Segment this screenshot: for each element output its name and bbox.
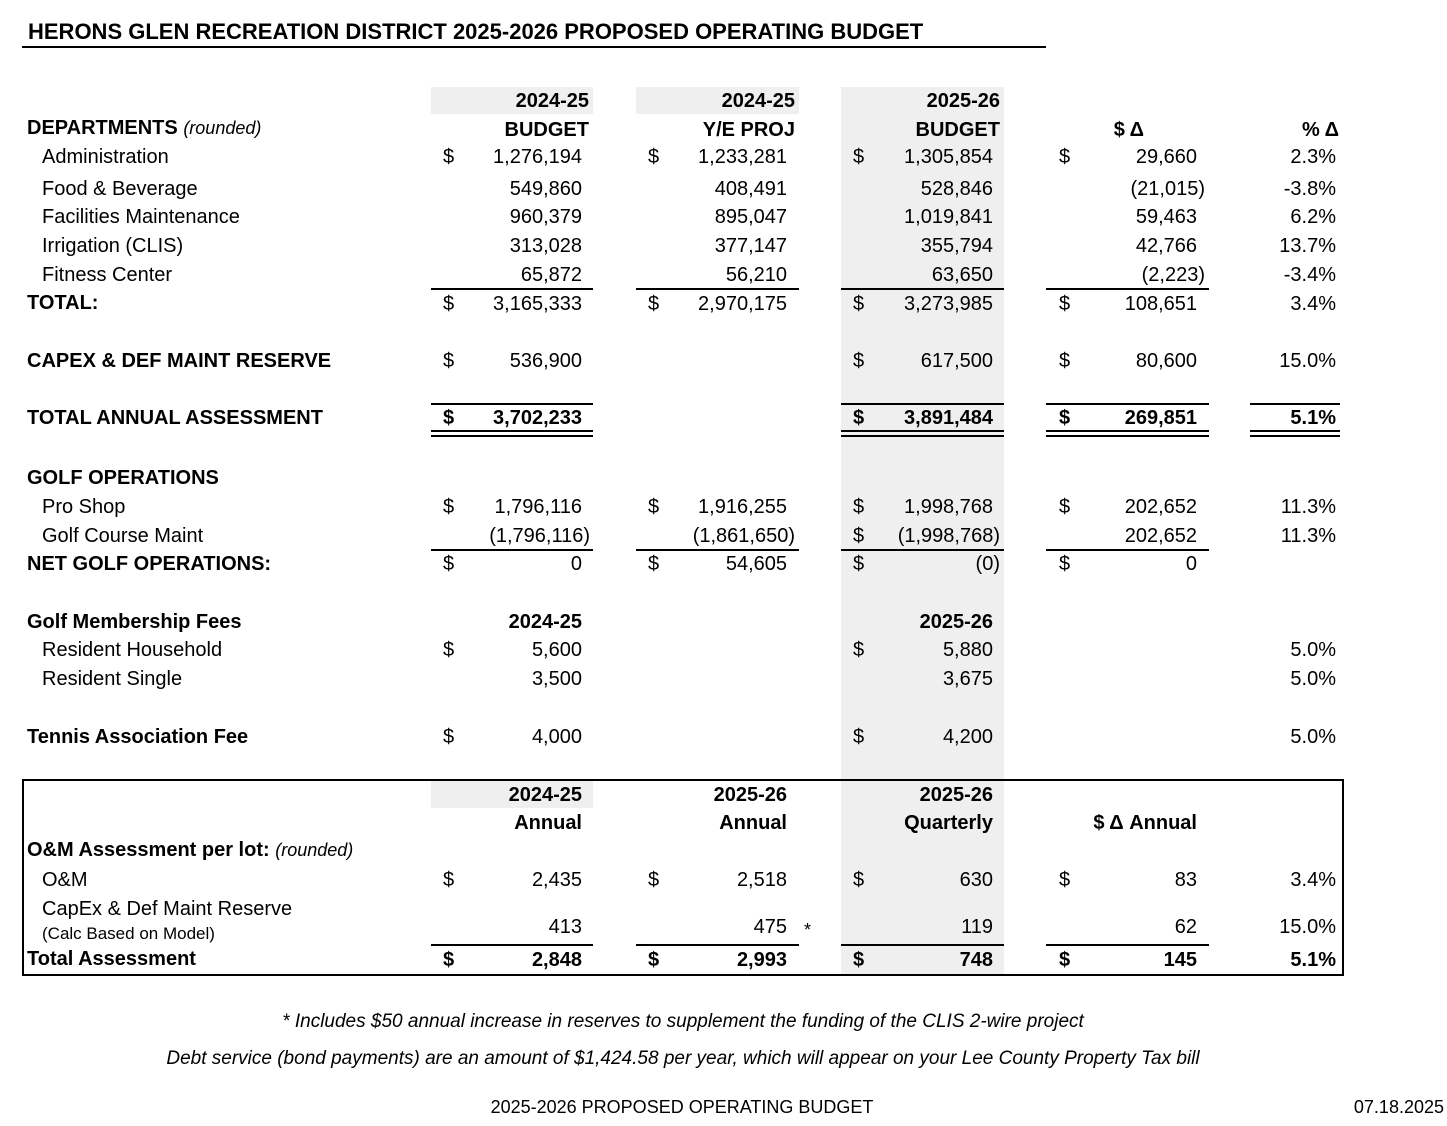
golf-net-rule xyxy=(841,549,1004,551)
golf-net-label: NET GOLF OPERATIONS: xyxy=(27,553,272,575)
golf-row-name: Golf Course Maint xyxy=(42,525,204,547)
dept-col1: 960,379 xyxy=(509,206,582,228)
dollar-sign: $ xyxy=(443,869,455,891)
footer-title: 2025-2026 PROPOSED OPERATING BUDGET xyxy=(490,1097,874,1117)
dollar-sign: $ xyxy=(1059,553,1071,575)
col2-year-header: 2024-25 xyxy=(721,90,795,112)
tennis-col1: 4,000 xyxy=(531,726,582,748)
om-col3-label: Quarterly xyxy=(904,812,993,834)
dept-col3: 528,846 xyxy=(920,178,993,200)
dept-col1: 1,276,194 xyxy=(493,146,582,168)
om-row1-col4: 83 xyxy=(1174,869,1197,891)
om-total-col3: 748 xyxy=(959,949,993,971)
dollar-sign: $ xyxy=(853,553,865,575)
annual-double-rule xyxy=(1250,430,1340,437)
tennis-col3: 4,200 xyxy=(942,726,993,748)
dollar-sign: $ xyxy=(1059,350,1071,372)
dept-col2: 377,147 xyxy=(714,235,787,257)
dept-name: Facilities Maintenance xyxy=(42,206,240,228)
dept-col5: 2.3% xyxy=(1290,146,1336,168)
tennis-label: Tennis Association Fee xyxy=(27,726,249,748)
dollar-sign: $ xyxy=(648,146,660,168)
dept-col5: -3.4% xyxy=(1283,264,1336,286)
dollar-sign: $ xyxy=(1059,293,1071,315)
membership-col1: 3,500 xyxy=(531,668,582,690)
dollar-sign: $ xyxy=(1059,949,1071,971)
dollar-sign: $ xyxy=(443,726,455,748)
om-total-col4: 145 xyxy=(1163,949,1197,971)
dept-col1: 549,860 xyxy=(509,178,582,200)
membership-col3: 5,880 xyxy=(942,639,993,661)
golf-col5: 11.3% xyxy=(1280,525,1336,547)
total-rule xyxy=(636,288,799,290)
dollar-sign: $ xyxy=(648,553,660,575)
om-row1-col1: 2,435 xyxy=(531,869,582,891)
dollar-sign: $ xyxy=(648,949,660,971)
total-col2: 2,970,175 xyxy=(698,293,787,315)
total-col4: 108,651 xyxy=(1124,293,1197,315)
dollar-sign: $ xyxy=(443,949,455,971)
annual-col5: 5.1% xyxy=(1290,407,1336,429)
total-rule xyxy=(1046,288,1209,290)
om-row1-col2: 2,518 xyxy=(736,869,787,891)
percent-delta-header: % Δ xyxy=(1302,119,1339,141)
dollar-sign: $ xyxy=(1059,869,1071,891)
dollar-sign: $ xyxy=(853,293,865,315)
dollar-sign: $ xyxy=(853,949,865,971)
col2-label-header: Y/E PROJ xyxy=(702,119,795,141)
golf-row-name: Pro Shop xyxy=(42,496,126,518)
annual-double-rule xyxy=(431,430,593,437)
golf-net-col2: 54,605 xyxy=(725,553,787,575)
annual-top-rule xyxy=(1046,403,1209,405)
dollar-sign: $ xyxy=(648,293,660,315)
golf-col3: (1,998,768) xyxy=(897,525,1000,547)
departments-header xyxy=(27,116,261,140)
footnote-debt-service: Debt service (bond payments) are an amount of $1,424.58 per year, which will appear on your Lee County Property Tax bill xyxy=(166,1048,1200,1069)
membership-year-col3: 2025-26 xyxy=(919,611,993,633)
dept-col2: 1,233,281 xyxy=(698,146,787,168)
total-col3: 3,273,985 xyxy=(904,293,993,315)
title-underline xyxy=(22,46,1046,48)
footer-date: 07.18.2025 xyxy=(1353,1097,1444,1117)
dollar-sign: $ xyxy=(853,146,865,168)
annual-label: TOTAL ANNUAL ASSESSMENT xyxy=(27,407,323,429)
tennis-col5: 5.0% xyxy=(1290,726,1336,748)
dollar-sign: $ xyxy=(853,726,865,748)
membership-row-name: Resident Household xyxy=(42,639,223,661)
om-total-label: Total Assessment xyxy=(27,948,196,970)
membership-year-col1: 2024-25 xyxy=(508,611,582,633)
dollar-sign: $ xyxy=(853,350,865,372)
dept-name: Food & Beverage xyxy=(42,178,198,200)
dollar-sign: $ xyxy=(648,496,660,518)
dept-col4: 29,660 xyxy=(1135,146,1197,168)
membership-col5: 5.0% xyxy=(1290,668,1336,690)
om-col1-year: 2024-25 xyxy=(508,784,582,806)
om-row2-col5: 15.0% xyxy=(1279,916,1336,938)
dollar-sign: $ xyxy=(443,293,455,315)
total-label: TOTAL: xyxy=(27,292,99,314)
om-col4-label: $ Δ Annual xyxy=(1093,812,1197,834)
om-row-name: CapEx & Def Maint Reserve xyxy=(42,898,293,920)
dollar-sign: $ xyxy=(853,869,865,891)
dollar-sign: $ xyxy=(443,407,455,429)
annual-double-rule xyxy=(1046,430,1209,437)
dept-col3: 1,305,854 xyxy=(904,146,993,168)
om-row2-col1: 413 xyxy=(548,916,582,938)
dept-name: Irrigation (CLIS) xyxy=(42,235,184,257)
dollar-sign: $ xyxy=(853,639,865,661)
annual-col1: 3,702,233 xyxy=(493,407,582,429)
dollar-sign: $ xyxy=(1059,407,1071,429)
golf-net-rule xyxy=(636,549,799,551)
golf-net-rule xyxy=(431,549,593,551)
dollar-sign: $ xyxy=(443,553,455,575)
dept-col5: -3.8% xyxy=(1283,178,1336,200)
golf-col1: 1,796,116 xyxy=(494,496,582,518)
om-row-subname: (Calc Based on Model) xyxy=(42,924,215,943)
col3-label-header: BUDGET xyxy=(915,119,1000,141)
annual-double-rule xyxy=(841,430,1004,437)
golf-net-col4: 0 xyxy=(1185,553,1197,575)
om-section-label: O&M Assessment per lot: xyxy=(27,839,270,861)
dept-col4: (2,223) xyxy=(1141,264,1205,286)
golf-section-label: GOLF OPERATIONS xyxy=(27,467,219,489)
dollar-sign: $ xyxy=(443,639,455,661)
annual-col4: 269,851 xyxy=(1124,407,1197,429)
om-row1-col5: 3.4% xyxy=(1290,869,1336,891)
golf-col4: 202,652 xyxy=(1124,525,1197,547)
om-total-rule xyxy=(636,944,799,946)
dept-col4: (21,015) xyxy=(1130,178,1205,200)
dollar-sign: $ xyxy=(1059,146,1071,168)
golf-col5: 11.3% xyxy=(1280,496,1336,518)
total-col5: 3.4% xyxy=(1290,293,1336,315)
capex-label: CAPEX & DEF MAINT RESERVE xyxy=(27,350,332,372)
golf-col2: (1,861,650) xyxy=(692,525,795,547)
golf-col4: 202,652 xyxy=(1124,496,1197,518)
om-total-rule xyxy=(1046,944,1209,946)
capex-col4: 80,600 xyxy=(1135,350,1197,372)
golf-col3: 1,998,768 xyxy=(904,496,993,518)
om-section-header xyxy=(27,838,353,862)
om-col2-year: 2025-26 xyxy=(713,784,787,806)
page-title: HERONS GLEN RECREATION DISTRICT 2025-2026 PROPOSED OPERATING BUDGET xyxy=(28,19,924,44)
dollar-delta-header: $ Δ xyxy=(1113,119,1144,141)
om-col3-year: 2025-26 xyxy=(919,784,993,806)
capex-col1: 536,900 xyxy=(509,350,582,372)
dept-col1: 65,872 xyxy=(520,264,582,286)
dept-col4: 42,766 xyxy=(1135,235,1197,257)
om-row1-col3: 630 xyxy=(959,869,993,891)
annual-col3: 3,891,484 xyxy=(904,407,993,429)
dept-col3: 355,794 xyxy=(920,235,993,257)
membership-col1: 5,600 xyxy=(531,639,582,661)
golf-col2: 1,916,255 xyxy=(698,496,787,518)
membership-col5: 5.0% xyxy=(1290,639,1336,661)
dept-name: Fitness Center xyxy=(42,264,173,286)
om-total-col5: 5.1% xyxy=(1290,949,1336,971)
total-rule xyxy=(841,288,1004,290)
dollar-sign: $ xyxy=(443,146,455,168)
col3-year-header: 2025-26 xyxy=(926,90,1000,112)
dept-col1: 313,028 xyxy=(509,235,582,257)
dept-col3: 1,019,841 xyxy=(904,206,993,228)
dept-col5: 6.2% xyxy=(1290,206,1336,228)
dept-name: Administration xyxy=(42,146,169,168)
dollar-sign: $ xyxy=(443,350,455,372)
capex-col3: 617,500 xyxy=(920,350,993,372)
om-col1-label: Annual xyxy=(514,812,582,834)
om-row2-col2: 475 xyxy=(753,916,787,938)
dept-col2: 56,210 xyxy=(725,264,787,286)
rounded-note: (rounded) xyxy=(183,118,262,138)
om-row2-col3: 119 xyxy=(961,916,993,938)
departments-label: DEPARTMENTS xyxy=(27,117,178,139)
membership-label: Golf Membership Fees xyxy=(27,611,242,633)
dollar-sign: $ xyxy=(853,525,865,547)
golf-net-col3: (0) xyxy=(975,553,1000,575)
dept-col2: 895,047 xyxy=(714,206,787,228)
annual-top-rule xyxy=(1250,403,1340,405)
dept-col4: 59,463 xyxy=(1135,206,1197,228)
membership-row-name: Resident Single xyxy=(42,668,183,690)
om-rounded-note: (rounded) xyxy=(275,840,354,860)
footnote-reserves: * Includes $50 annual increase in reserves to supplement the funding of the CLIS 2-wire project xyxy=(282,1011,1084,1032)
annual-top-rule xyxy=(431,403,593,405)
om-total-col2: 2,993 xyxy=(736,949,787,971)
dept-col3: 63,650 xyxy=(931,264,993,286)
dollar-sign: $ xyxy=(648,869,660,891)
dept-col5: 13.7% xyxy=(1279,235,1336,257)
annual-top-rule xyxy=(841,403,1004,405)
total-rule xyxy=(431,288,593,290)
dollar-sign: $ xyxy=(1059,496,1071,518)
total-col1: 3,165,333 xyxy=(493,293,582,315)
om-total-rule xyxy=(431,944,593,946)
capex-col5: 15.0% xyxy=(1279,350,1336,372)
om-total-rule xyxy=(841,944,1004,946)
dollar-sign: $ xyxy=(853,496,865,518)
om-row2-asterisk: * xyxy=(804,920,812,940)
om-row2-col4: 62 xyxy=(1174,916,1197,938)
col1-year-header: 2024-25 xyxy=(515,90,589,112)
dollar-sign: $ xyxy=(443,496,455,518)
om-col2-label: Annual xyxy=(719,812,787,834)
golf-net-col1: 0 xyxy=(570,553,582,575)
dept-col2: 408,491 xyxy=(714,178,787,200)
col1-label-header: BUDGET xyxy=(504,119,589,141)
membership-col3: 3,675 xyxy=(942,668,993,690)
golf-col1: (1,796,116) xyxy=(489,525,590,547)
om-row-name: O&M xyxy=(42,869,88,891)
om-total-col1: 2,848 xyxy=(531,949,582,971)
golf-net-rule xyxy=(1046,549,1209,551)
dollar-sign: $ xyxy=(853,407,865,429)
